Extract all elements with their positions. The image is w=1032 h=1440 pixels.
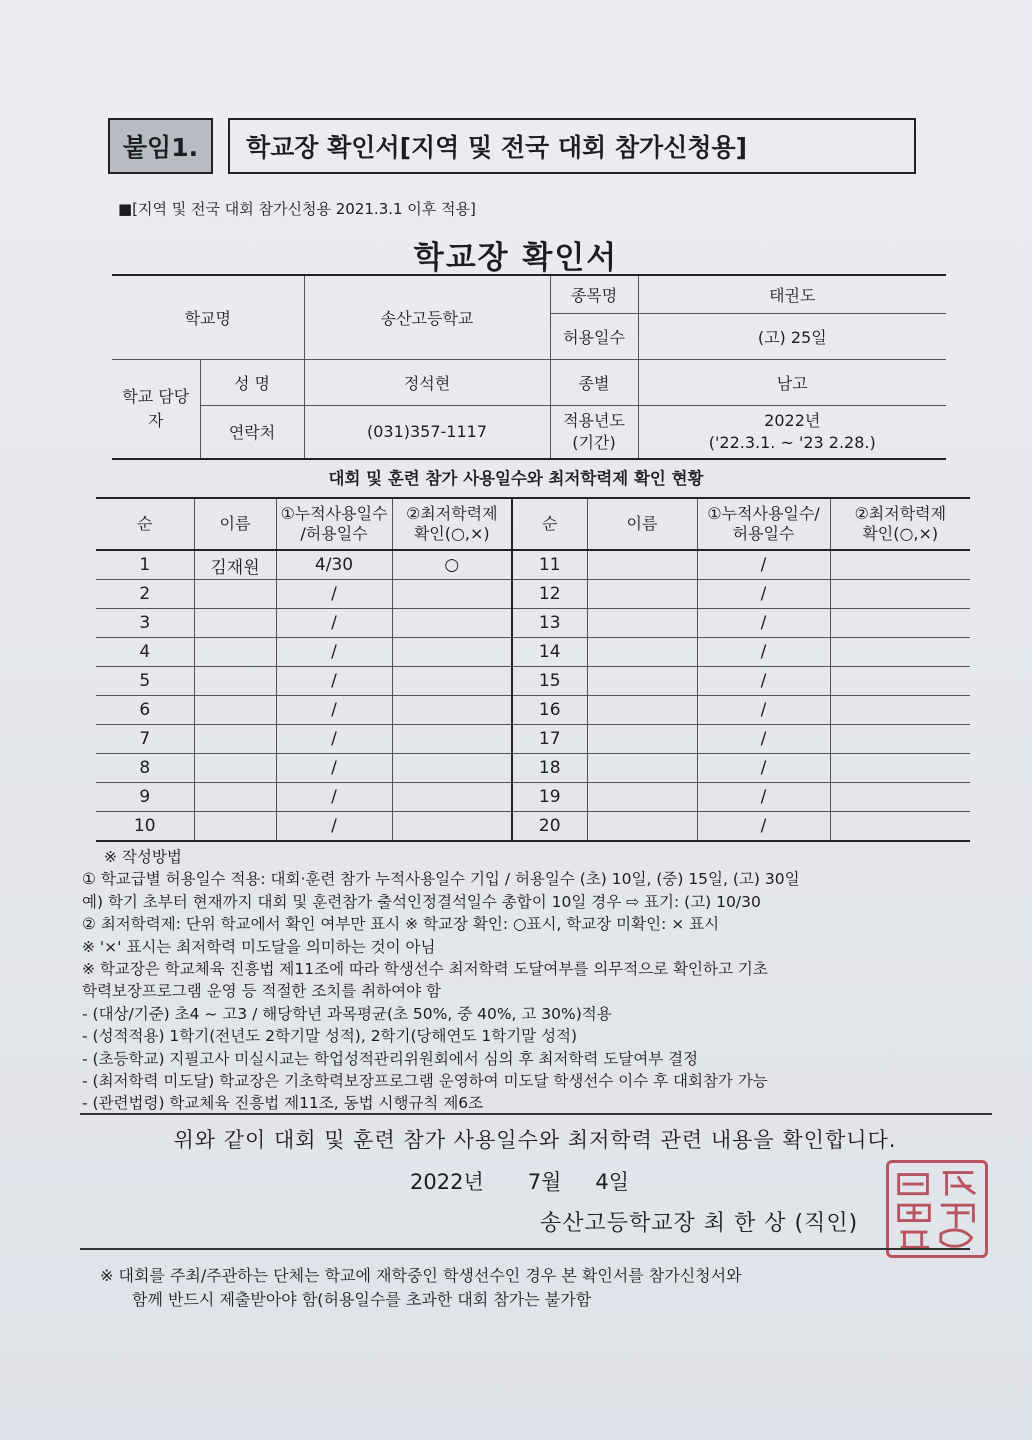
row-name	[194, 754, 276, 783]
header-no-right: 순	[512, 498, 587, 550]
row-check	[830, 638, 970, 667]
row-no: 7	[96, 725, 194, 754]
confirmation-statement: 위와 같이 대회 및 훈련 참가 사용일수와 최저학력 관련 내용을 확인합니다.	[173, 1128, 897, 1152]
header-days-2: /허용일수	[300, 524, 368, 543]
footer-divider	[80, 1248, 970, 1250]
row-days: /	[697, 725, 830, 754]
row-days: /	[697, 638, 830, 667]
row-no: 19	[512, 783, 587, 812]
row-no: 2	[96, 580, 194, 609]
attachment-tag: 붙임1.	[108, 118, 213, 174]
row-no: 12	[512, 580, 587, 609]
row-no: 14	[512, 638, 587, 667]
row-days: /	[276, 754, 392, 783]
row-days: /	[697, 609, 830, 638]
row-no: 9	[96, 783, 194, 812]
row-no: 6	[96, 696, 194, 725]
row-name	[194, 667, 276, 696]
row-check	[830, 725, 970, 754]
header-days-1-right: ①누적사용일수/	[707, 504, 820, 523]
row-check	[830, 812, 970, 842]
table-row	[96, 754, 970, 783]
phone-label: 연락처	[200, 405, 304, 459]
header-days-1: ①누적사용일수	[280, 504, 388, 523]
row-no: 10	[96, 812, 194, 842]
note-line: - (최저학력 미도달) 학교장은 기초학력보장프로그램 운영하여 미도달 학생선수 이수 후 대회참가 가능	[82, 1072, 768, 1091]
school-label: 학교명	[112, 275, 304, 359]
row-no: 5	[96, 667, 194, 696]
usage-table	[96, 497, 970, 842]
row-check	[392, 696, 512, 725]
issue-date	[410, 1166, 629, 1196]
divider-line	[80, 1113, 992, 1115]
row-no: 18	[512, 754, 587, 783]
row-name	[587, 812, 697, 842]
note-line: ② 최저학력제: 단위 학교에서 확인 여부만 표시 ※ 학교장 확인: ○표시, 학교장 미확인: × 표시	[82, 915, 720, 934]
row-no: 13	[512, 609, 587, 638]
row-name	[587, 609, 697, 638]
allowed-days-label: 허용일수	[550, 313, 638, 359]
row-name	[587, 667, 697, 696]
row-name	[194, 812, 276, 842]
row-name	[587, 725, 697, 754]
note-line: 예) 학기 초부터 현재까지 대회 및 훈련참가 출석인정결석일수 총합이 10일 경우 ⇨ 표기: (고) 10/30	[82, 892, 761, 911]
note-line: - (대상/기준) 초4 ~ 고3 / 해당학년 과목평균(초 50%, 중 40%, 고 30%)적용	[82, 1004, 612, 1023]
row-name	[587, 783, 697, 812]
event-value: 태권도	[638, 275, 946, 313]
footer-line-2: 함께 반드시 제출받아야 함(허용일수를 초과한 대회 참가는 불가함	[132, 1290, 592, 1309]
header-min-1: ②최저학력제	[405, 504, 498, 523]
row-name	[194, 696, 276, 725]
note-line: ※ '×' 표시는 최저학력 미도달을 의미하는 것이 아님	[82, 937, 436, 956]
header-title: 학교장 확인서[지역 및 전국 대회 참가신청용]	[228, 118, 916, 174]
table-row	[96, 696, 970, 725]
row-days: /	[697, 667, 830, 696]
row-days: 4/30	[276, 550, 392, 580]
row-check	[392, 609, 512, 638]
header-min-2-right: 확인(○,×)	[862, 524, 939, 543]
info-table	[112, 274, 946, 460]
table-row	[96, 638, 970, 667]
date-day: 4일	[595, 1170, 630, 1194]
row-days: /	[697, 754, 830, 783]
applicability-note: ■[지역 및 전국 대회 참가신청용 2021.3.1 이후 적용]	[118, 200, 476, 218]
row-name	[194, 609, 276, 638]
row-days: /	[276, 696, 392, 725]
header-no: 순	[96, 498, 194, 550]
row-check	[392, 754, 512, 783]
row-name	[194, 580, 276, 609]
row-no: 8	[96, 754, 194, 783]
row-days: /	[276, 667, 392, 696]
header-min-1-right: ②최저학력제	[854, 504, 947, 523]
row-no: 1	[96, 550, 194, 580]
table-row	[96, 725, 970, 754]
row-days: /	[276, 609, 392, 638]
principal-signature: 송산고등학교장 최 한 상 (직인)	[540, 1211, 859, 1236]
row-check	[392, 580, 512, 609]
row-name	[194, 783, 276, 812]
table-row	[96, 812, 970, 842]
year-label-2: (기간)	[572, 432, 616, 452]
allowed-days-value: (고) 25일	[638, 313, 946, 359]
row-check: ○	[392, 550, 512, 580]
note-line: 학력보장프로그램 운영 등 적절한 조치를 취하여야 함	[82, 982, 441, 1001]
note-line: - (관련법령) 학교체육 진흥법 제11조, 동법 시행규칙 제6조	[82, 1094, 484, 1113]
row-no: 17	[512, 725, 587, 754]
table-row	[96, 667, 970, 696]
contact-group-label: 학교 담당자	[112, 359, 200, 459]
footer-line-1: ※ 대회를 주최/주관하는 단체는 학교에 재학중인 학생선수인 경우 본 확인서를 참가신청서와	[100, 1266, 742, 1285]
row-check	[392, 667, 512, 696]
row-check	[830, 580, 970, 609]
row-check	[392, 783, 512, 812]
date-year: 2022년	[410, 1170, 484, 1194]
section-title: 대회 및 훈련 참가 사용일수와 최저학력제 확인 현황	[328, 469, 704, 488]
row-days: /	[697, 550, 830, 580]
seal-icon	[889, 1163, 985, 1255]
row-days: /	[276, 783, 392, 812]
row-days: /	[276, 580, 392, 609]
row-no: 16	[512, 696, 587, 725]
table-row	[96, 783, 970, 812]
row-days: /	[276, 638, 392, 667]
row-check	[392, 812, 512, 842]
row-name	[194, 725, 276, 754]
row-no: 3	[96, 609, 194, 638]
header-name: 이름	[194, 498, 276, 550]
event-label: 종목명	[550, 275, 638, 313]
row-name	[194, 638, 276, 667]
row-check	[830, 696, 970, 725]
note-line: ① 학교급별 허용일수 적용: 대회·훈련 참가 누적사용일수 기입 / 허용일수 (초) 10일, (중) 15일, (고) 30일	[82, 870, 800, 889]
row-days: /	[697, 696, 830, 725]
writing-instructions	[82, 846, 992, 1115]
school-value: 송산고등학교	[304, 275, 550, 359]
row-days: /	[276, 725, 392, 754]
notes-heading: ※ 작성방법	[104, 848, 182, 866]
table-row	[96, 609, 970, 638]
row-no: 11	[512, 550, 587, 580]
row-days: /	[697, 812, 830, 842]
row-no: 4	[96, 638, 194, 667]
date-month: 7월	[527, 1170, 562, 1194]
row-check	[830, 667, 970, 696]
header-days-2-right: 허용일수	[732, 524, 795, 543]
note-line: - (성적적용) 1학기(전년도 2학기말 성적), 2학기(당해연도 1학기말 성적)	[82, 1027, 578, 1046]
name-value: 정석현	[304, 359, 550, 405]
name-label: 성 명	[200, 359, 304, 405]
table-row	[96, 580, 970, 609]
form-title: 학교장 확인서	[413, 240, 619, 276]
row-check	[830, 783, 970, 812]
row-name	[587, 696, 697, 725]
note-line: - (초등학교) 지필고사 미실시교는 학업성적관리위원회에서 심의 후 최저학력 도달여부 결정	[82, 1049, 699, 1068]
row-no: 20	[512, 812, 587, 842]
row-days: /	[697, 580, 830, 609]
phone-value: (031)357-1117	[304, 405, 550, 459]
footer-note	[100, 1264, 742, 1312]
header-min-2: 확인(○,×)	[413, 524, 490, 543]
row-check	[830, 550, 970, 580]
header-name-right: 이름	[587, 498, 697, 550]
gender-value: 남고	[638, 359, 946, 405]
official-seal-stamp	[886, 1160, 988, 1258]
note-line: ※ 학교장은 학교체육 진흥법 제11조에 따라 학생선수 최저학력 도달여부를 의무적으로 확인하고 기초	[82, 960, 768, 979]
gender-label: 종별	[550, 359, 638, 405]
row-check	[830, 609, 970, 638]
row-days: /	[276, 812, 392, 842]
row-name	[587, 580, 697, 609]
row-check	[392, 725, 512, 754]
year-value-2: ('22.3.1. ~ '23 2.28.)	[708, 432, 876, 452]
row-name: 김재원	[194, 550, 276, 580]
row-no: 15	[512, 667, 587, 696]
row-name	[587, 638, 697, 667]
year-value-1: 2022년	[764, 410, 821, 430]
year-label-1: 적용년도	[563, 410, 625, 430]
row-name	[587, 754, 697, 783]
row-check	[392, 638, 512, 667]
row-name	[587, 550, 697, 580]
table-row	[96, 550, 970, 580]
row-days: /	[697, 783, 830, 812]
row-check	[830, 754, 970, 783]
